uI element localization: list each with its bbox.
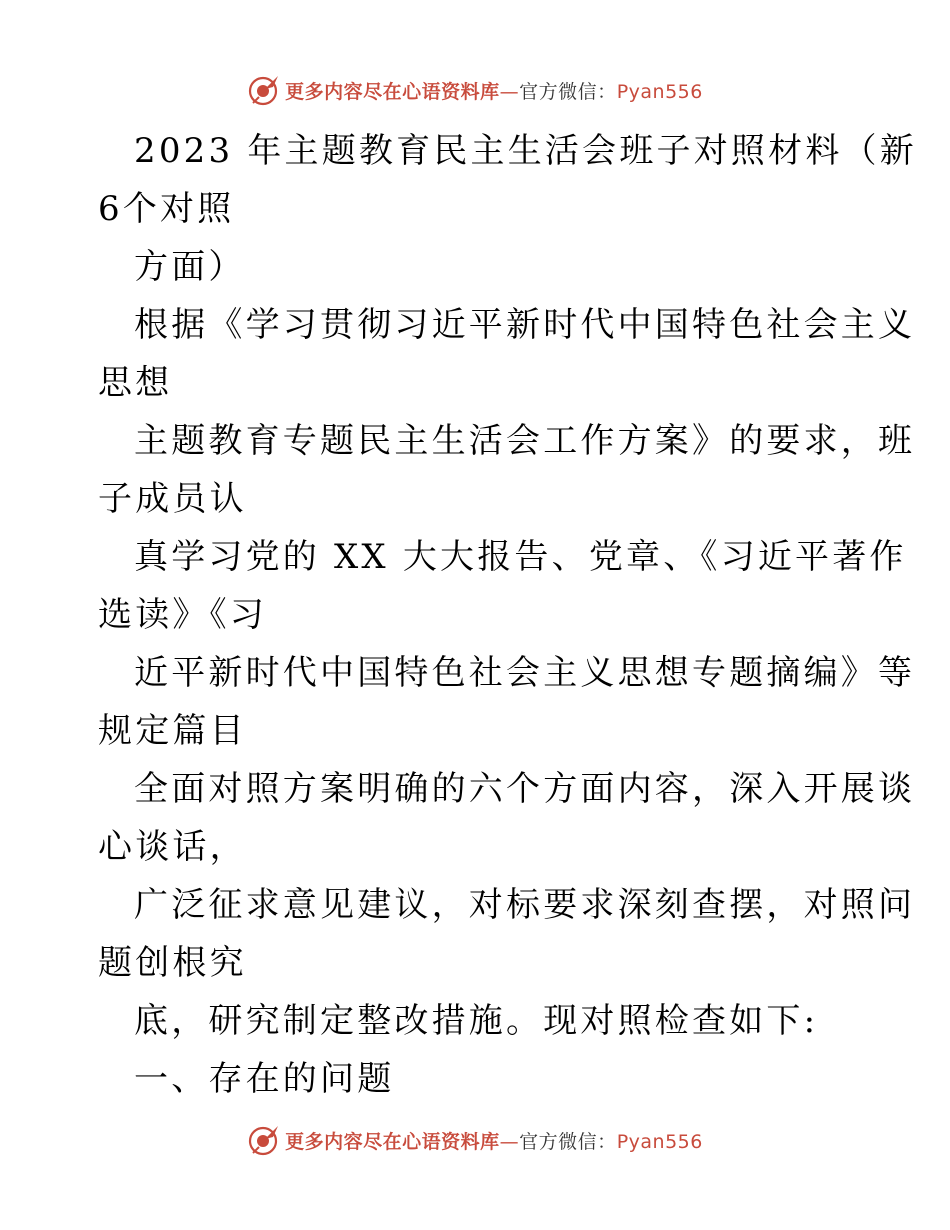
text-line: 选读》《习 [98, 595, 267, 635]
banner-title: 更多内容尽在心语资料库 [285, 80, 500, 103]
banner-dash: — [499, 1130, 520, 1153]
text-line: 真学习党的 XX 大大报告、党章、《习近平著作 [134, 537, 907, 577]
banner-title: 更多内容尽在心语资料库 [285, 1130, 500, 1153]
text-line: 全面对照方案明确的六个方面内容，深入开展谈 [134, 769, 916, 809]
text-line: 题创根究 [98, 943, 247, 983]
text-line: 思想 [98, 363, 173, 403]
text-line: 根据《学习贯彻习近平新时代中国特色社会主义 [134, 305, 916, 345]
text-line: 方面） [134, 247, 246, 287]
quill-logo-icon [247, 1123, 281, 1157]
banner-wechat-id: Pyan556 [616, 1130, 703, 1153]
text-line: 心谈话， [98, 827, 247, 867]
footer-banner [0, 1120, 950, 1160]
text-line: 6个对照 [98, 189, 235, 229]
text-line: 主题教育专题民主生活会工作方案》的要求，班 [134, 421, 916, 461]
banner-wechat-label: 官方微信： [519, 1130, 617, 1153]
banner-dash: — [499, 80, 520, 103]
quill-logo-icon [247, 73, 281, 107]
text-line: 规定篇目 [98, 711, 247, 751]
text-line: 近平新时代中国特色社会主义思想专题摘编》等 [134, 653, 916, 693]
text-line: 广泛征求意见建议，对标要求深刻查摆，对照问 [134, 885, 916, 925]
text-line: 底，研究制定整改措施。现对照检查如下: [134, 1001, 819, 1041]
banner-wechat-label: 官方微信： [519, 80, 617, 103]
text-line: 子成员认 [98, 479, 247, 519]
text-line: 2023 年主题教育民主生活会班子对照材料（新 [134, 131, 917, 171]
banner-wechat-id: Pyan556 [616, 80, 703, 103]
section-heading: 一、存在的问题 [134, 1059, 395, 1099]
document-body [98, 122, 917, 1108]
header-banner [0, 70, 950, 110]
